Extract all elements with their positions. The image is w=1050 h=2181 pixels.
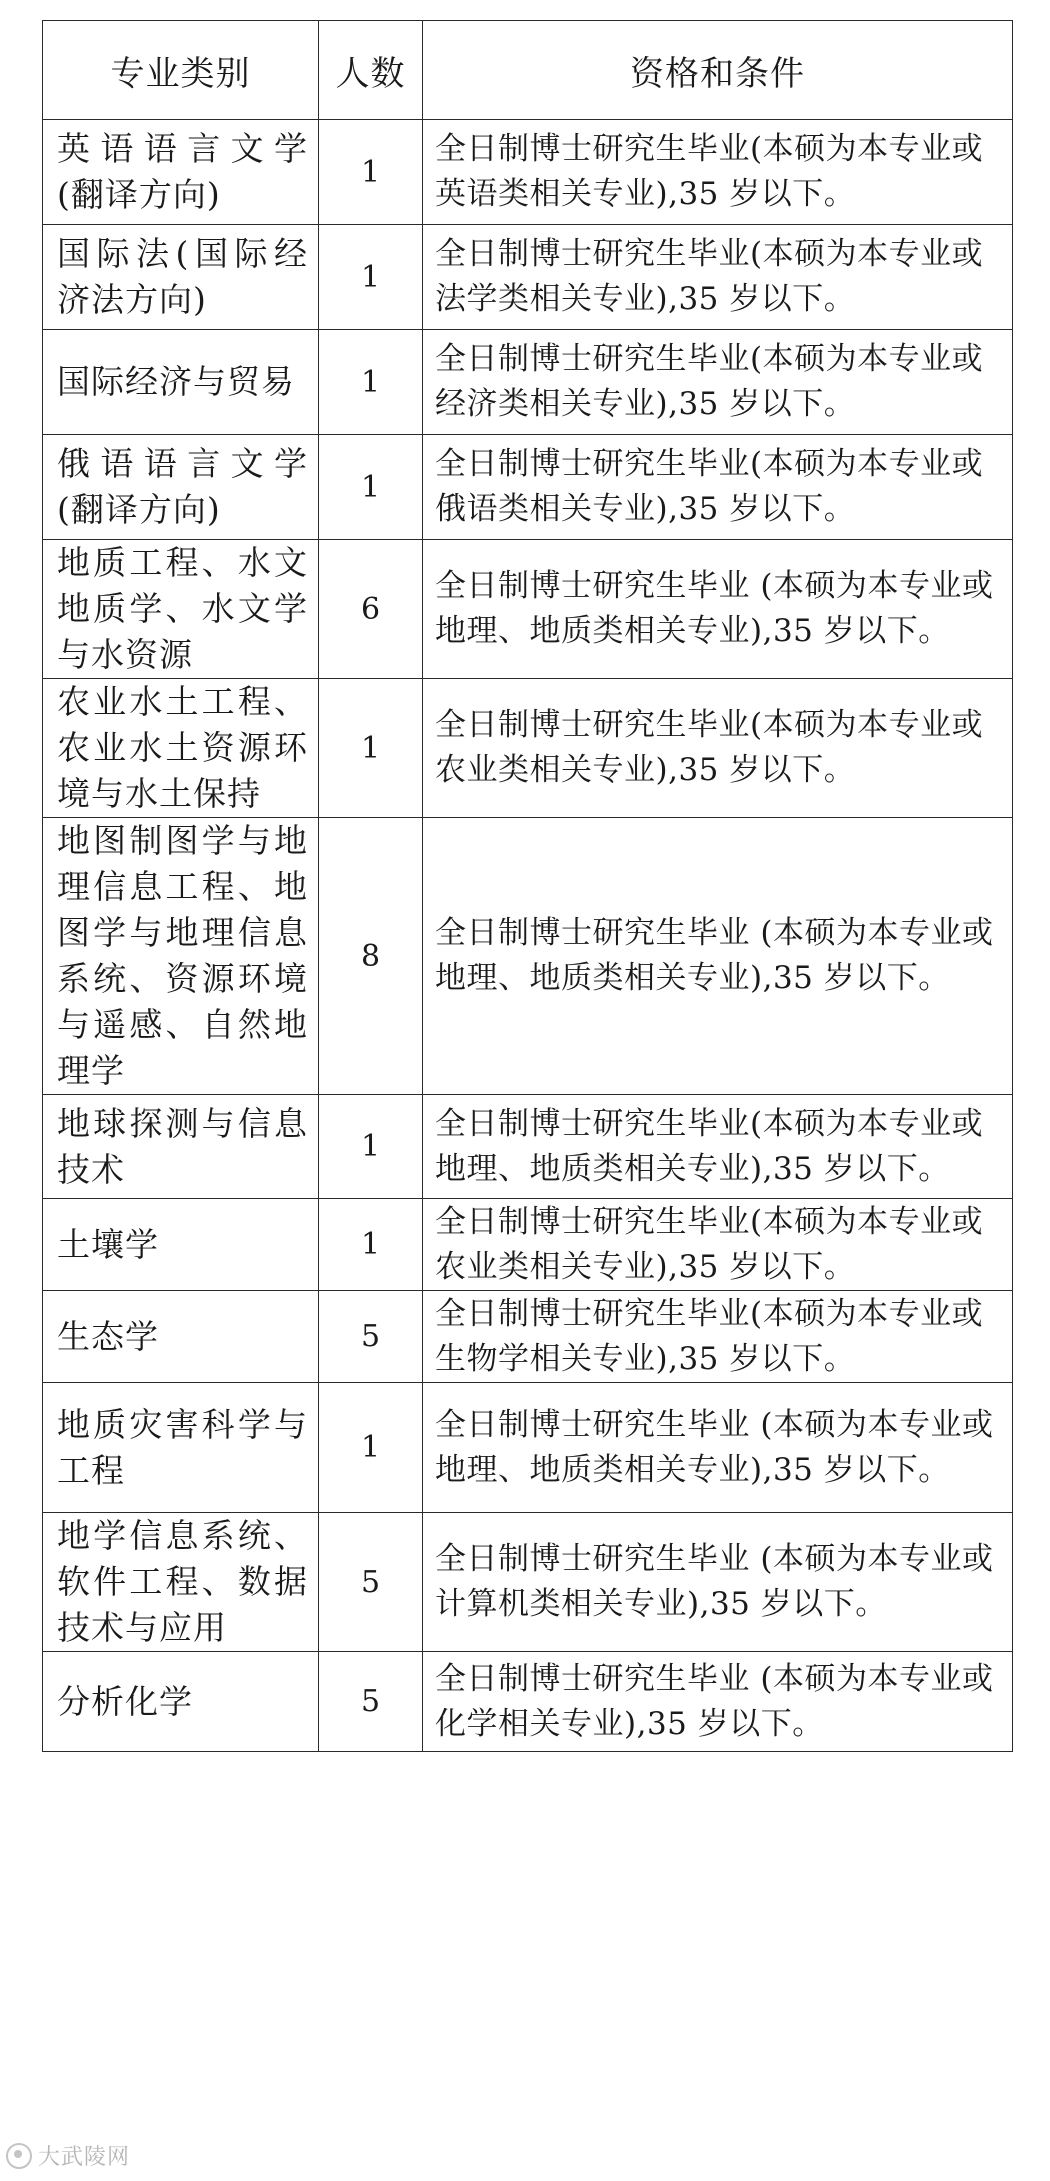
requirement-cell: 全日制博士研究生毕业 (本硕为本专业或地理、地质类相关专业),35 岁以下。 (423, 540, 1013, 679)
table-row (43, 1291, 1013, 1383)
watermark-text: 大武陵网 (38, 2145, 131, 2170)
major-cell: 国际法(国际经济法方向) (43, 225, 319, 330)
table-row (43, 225, 1013, 330)
count-cell: 1 (319, 225, 423, 330)
requirement-cell: 全日制博士研究生毕业(本硕为本专业或地理、地质类相关专业),35 岁以下。 (423, 1095, 1013, 1199)
recruitment-table (42, 20, 1013, 1752)
watermark (6, 2140, 130, 2171)
requirement-cell: 全日制博士研究生毕业(本硕为本专业或英语类相关专业),35 岁以下。 (423, 120, 1013, 225)
requirement-cell: 全日制博士研究生毕业 (本硕为本专业或地理、地质类相关专业),35 岁以下。 (423, 818, 1013, 1095)
table-row (43, 679, 1013, 818)
count-cell: 1 (319, 1095, 423, 1199)
count-cell: 5 (319, 1652, 423, 1752)
count-cell: 1 (319, 1199, 423, 1291)
table-row (43, 435, 1013, 540)
requirement-cell: 全日制博士研究生毕业 (本硕为本专业或地理、地质类相关专业),35 岁以下。 (423, 1383, 1013, 1513)
header-requirement: 资格和条件 (423, 21, 1013, 120)
major-cell: 农业水土工程、农业水土资源环境与水土保持 (43, 679, 319, 818)
major-cell: 地质工程、水文地质学、水文学与水资源 (43, 540, 319, 679)
requirement-cell: 全日制博士研究生毕业(本硕为本专业或俄语类相关专业),35 岁以下。 (423, 435, 1013, 540)
major-cell: 分析化学 (43, 1652, 319, 1752)
count-cell: 5 (319, 1513, 423, 1652)
table-row (43, 330, 1013, 435)
watermark-logo-icon (6, 2143, 32, 2169)
major-cell: 生态学 (43, 1291, 319, 1383)
major-cell: 地质灾害科学与工程 (43, 1383, 319, 1513)
header-major: 专业类别 (43, 21, 319, 120)
count-cell: 1 (319, 120, 423, 225)
major-cell: 俄语语言文学(翻译方向) (43, 435, 319, 540)
requirement-cell: 全日制博士研究生毕业 (本硕为本专业或计算机类相关专业),35 岁以下。 (423, 1513, 1013, 1652)
table-row (43, 540, 1013, 679)
requirement-cell: 全日制博士研究生毕业(本硕为本专业或农业类相关专业),35 岁以下。 (423, 1199, 1013, 1291)
table-row (43, 1383, 1013, 1513)
count-cell: 1 (319, 330, 423, 435)
count-cell: 8 (319, 818, 423, 1095)
major-cell: 地学信息系统、软件工程、数据技术与应用 (43, 1513, 319, 1652)
count-cell: 5 (319, 1291, 423, 1383)
table-row (43, 1513, 1013, 1652)
major-cell: 地球探测与信息技术 (43, 1095, 319, 1199)
requirement-cell: 全日制博士研究生毕业(本硕为本专业或农业类相关专业),35 岁以下。 (423, 679, 1013, 818)
requirement-cell: 全日制博士研究生毕业(本硕为本专业或生物学相关专业),35 岁以下。 (423, 1291, 1013, 1383)
major-cell: 英语语言文学(翻译方向) (43, 120, 319, 225)
count-cell: 6 (319, 540, 423, 679)
count-cell: 1 (319, 1383, 423, 1513)
count-cell: 1 (319, 435, 423, 540)
table-row (43, 120, 1013, 225)
major-cell: 土壤学 (43, 1199, 319, 1291)
major-cell: 国际经济与贸易 (43, 330, 319, 435)
header-count: 人数 (319, 21, 423, 120)
count-cell: 1 (319, 679, 423, 818)
requirement-cell: 全日制博士研究生毕业 (本硕为本专业或化学相关专业),35 岁以下。 (423, 1652, 1013, 1752)
table-row (43, 1652, 1013, 1752)
table-row (43, 818, 1013, 1095)
requirement-cell: 全日制博士研究生毕业(本硕为本专业或法学类相关专业),35 岁以下。 (423, 225, 1013, 330)
table-row (43, 1095, 1013, 1199)
table-header-row (43, 21, 1013, 120)
table-row (43, 1199, 1013, 1291)
major-cell: 地图制图学与地理信息工程、地图学与地理信息系统、资源环境与遥感、自然地理学 (43, 818, 319, 1095)
requirement-cell: 全日制博士研究生毕业(本硕为本专业或经济类相关专业),35 岁以下。 (423, 330, 1013, 435)
